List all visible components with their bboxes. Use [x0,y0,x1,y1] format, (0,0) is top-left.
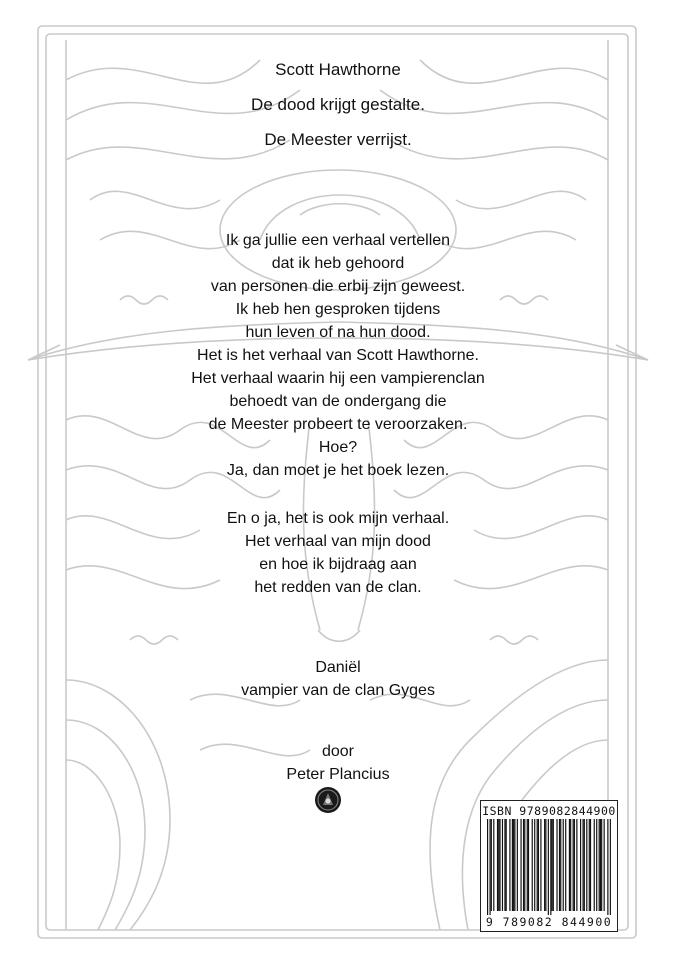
subtitle-1: De dood krijgt gestalte. [251,95,425,114]
blurb-line: Het verhaal waarin hij een vampierenclan [191,370,485,387]
publisher-logo [313,785,343,815]
barcode-bar [610,819,611,919]
barcode-bar [580,819,581,911]
barcode-bar [570,819,571,911]
barcode-bar [599,819,600,911]
barcode-bar [517,819,518,911]
barcode-bar [600,819,601,911]
barcode-bar [493,819,494,911]
barcode-bar [514,819,515,911]
barcode-bar [513,819,514,911]
blurb-line: Ik heb hen gesproken tijdens [235,301,441,318]
barcode-bar [532,819,533,911]
blurb-line: Ik ga jullie een verhaal vertellen [225,232,451,249]
barcode-bar [550,819,551,919]
blurb-line: Ja, dan moet je het boek lezen. [226,462,450,479]
isbn-digits: 9 789082 844900 [481,915,617,929]
barcode-bar [607,819,608,919]
barcode-bar [491,819,492,911]
signature-name: Daniël [315,659,361,676]
barcode-bar [537,819,538,911]
blurb-line: behoedt van de ondergang die [229,393,447,410]
barcode-bar [586,819,587,911]
barcode-bar [551,819,552,911]
blurb-line: Hoe? [318,439,358,456]
isbn-label: ISBN 9789082844900 [482,804,616,818]
blurb-line: de Meester probeert te veroorzaken. [208,416,468,433]
barcode-bar [504,819,505,911]
barcode-bar [540,819,541,911]
barcode-bar [573,819,574,911]
barcode-bar [497,819,498,911]
barcode-bar [576,819,577,911]
blurb-line: en hoe ik bijdraag aan [259,556,417,573]
barcode-bar [560,819,561,911]
barcode-bar [569,819,570,911]
barcode-bar [574,819,575,911]
barcode-bar [502,819,503,911]
barcode-bar [590,819,591,911]
blurb-line: En o ja, het is ook mijn verhaal. [226,510,450,527]
barcode-bar [553,819,554,911]
barcode-bar [594,819,595,911]
barcode-bar [596,819,597,911]
barcode-bar [565,819,566,911]
blurb-line: het redden van de clan. [254,579,422,596]
barcode-bar [584,819,585,911]
barcode-bar [563,819,564,911]
blurb-line: hun leven of na hun dood. [245,324,431,341]
barcode-bar [545,819,546,911]
blurb-line: van personen die erbij zijn geweest. [210,278,466,295]
barcode-bar [509,819,510,911]
barcode-bar [524,819,525,911]
barcode-bar [498,819,499,911]
blurb-line: Het verhaal van mijn dood [245,533,431,550]
barcode-bar [499,819,500,911]
blurb-line: dat ik heb gehoord [271,255,405,272]
credits-author: Peter Plancius [286,766,390,783]
barcode-bar [544,819,545,911]
barcode-bar [559,819,560,911]
barcode-bar [538,819,539,911]
subtitle-2: De Meester verrijst. [264,130,412,149]
isbn-barcode [480,800,618,932]
signature-role: vampier van de clan Gyges [241,682,435,699]
barcode-bar [582,819,583,911]
credits-by: door [321,743,355,760]
barcode-bar [534,819,535,911]
barcode-bar [523,819,524,911]
barcode-bar [487,819,488,919]
barcode-bar [601,819,602,911]
barcode-bar [512,819,513,911]
barcode-bar [520,819,521,911]
barcode-bar [506,819,507,911]
barcode-bar [527,819,528,911]
blurb-line: Het is het verhaal van Scott Hawthorne. [197,347,479,364]
barcode-bar [589,819,590,911]
barcode-bar [528,819,529,911]
barcode-bar [489,819,490,919]
barcode-bars [487,819,611,919]
barcode-bar [604,819,605,911]
author-line: Scott Hawthorne [275,60,401,79]
barcode-bar [548,819,549,919]
barcode-bar [556,819,557,911]
